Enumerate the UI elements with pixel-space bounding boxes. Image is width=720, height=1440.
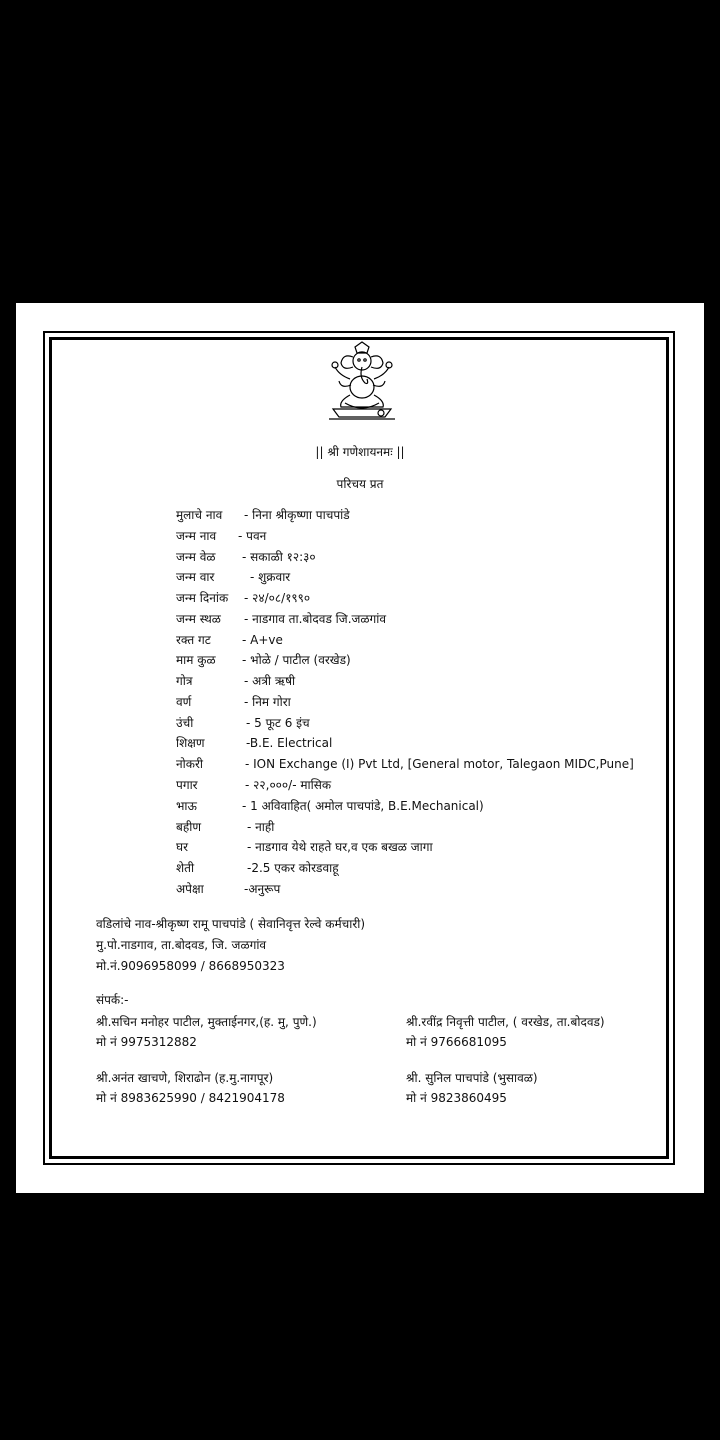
detail-label: घर	[176, 840, 189, 854]
detail-value: - अत्री ऋषी	[244, 674, 296, 688]
detail-value: -2.5 एकर कोरडवाहू	[247, 861, 339, 875]
detail-label: पगार	[176, 778, 198, 792]
detail-value: - नाडगाव येथे राहते घर,व एक बखळ जागा	[247, 840, 433, 854]
detail-label: जन्म स्थळ	[176, 612, 221, 626]
detail-value: - २४/०८/१९९०	[244, 591, 311, 605]
father-address: मु.पो.नाडगाव, ता.बोदवड, जि. जळगांव	[96, 938, 267, 952]
contact-name: श्री. सुनिल पाचपांडे (भुसावळ)	[406, 1071, 538, 1085]
contact-phone: मो नं 9823860495	[406, 1091, 507, 1105]
detail-value: - २२,०००/- मासिक	[245, 778, 332, 792]
detail-value: - नाही	[247, 820, 275, 834]
detail-label: अपेक्षा	[176, 882, 204, 896]
detail-value: - 5 फूट 6 इंच	[246, 716, 310, 730]
detail-value: - पवन	[238, 529, 267, 543]
detail-label: नोकरी	[176, 757, 204, 771]
contact-heading: संपर्क:-	[96, 993, 129, 1007]
detail-label: मुलाचे नाव	[176, 508, 223, 522]
detail-label: जन्म नाव	[176, 529, 217, 543]
detail-value: - नाडगाव ता.बोदवड जि.जळगांव	[244, 612, 387, 626]
detail-value: - ION Exchange (I) Pvt Ltd, [General motor, Talegaon MIDC,Pune]	[245, 757, 634, 771]
detail-label: जन्म वेळ	[176, 550, 216, 564]
detail-value: -अनुरूप	[244, 882, 281, 896]
contact-name: श्री.रवींद्र निवृत्ती पाटील, ( वरखेड, ता.बोदवड)	[406, 1015, 605, 1029]
detail-value: - भोळे / पाटील (वरखेड)	[242, 653, 351, 667]
detail-value: - निम गोरा	[244, 695, 291, 709]
detail-label: शिक्षण	[176, 736, 205, 750]
detail-label: माम कुळ	[176, 653, 216, 667]
contact-name: श्री.सचिन मनोहर पाटील, मुक्ताईनगर,(ह. मु, पुणे.)	[96, 1015, 317, 1029]
detail-label: उंची	[176, 716, 194, 730]
contact-phone: मो नं 9766681095	[406, 1035, 507, 1049]
detail-value: - शुक्रवार	[250, 570, 291, 584]
detail-value: -B.E. Electrical	[246, 736, 333, 750]
page-title: परिचय प्रत	[336, 477, 384, 491]
detail-label: गोत्र	[176, 674, 193, 688]
detail-label: जन्म वार	[176, 570, 215, 584]
detail-value: - निना श्रीकृष्णा पाचपांडे	[244, 508, 350, 522]
detail-label: शेती	[176, 861, 195, 875]
father-name: वडिलांचे नाव-श्रीकृष्ण रामू पाचपांडे ( सेवानिवृत्त रेल्वे कर्मचारी)	[96, 917, 366, 931]
invocation-line: || श्री गणेशायनमः ||	[315, 445, 405, 459]
contact-name: श्री.अनंत खाचणे, शिराढोन (ह.मु.नागपूर)	[96, 1071, 274, 1085]
document-sheet	[16, 303, 704, 1193]
father-phone: मो.नं.9096958099 / 8668950323	[96, 959, 285, 973]
contact-phone: मो नं 8983625990 / 8421904178	[96, 1091, 285, 1105]
contact-phone: मो नं 9975312882	[96, 1035, 197, 1049]
detail-value: - 1 अविवाहित( अमोल पाचपांडे, B.E.Mechanical)	[242, 799, 484, 813]
ganesha-icon	[325, 341, 399, 421]
detail-label: जन्म दिनांक	[176, 591, 229, 605]
detail-value: - सकाळी १२:३०	[242, 550, 316, 564]
detail-label: भाऊ	[176, 799, 197, 813]
detail-value: - A+ve	[242, 633, 283, 647]
detail-label: रक्त गट	[176, 633, 211, 647]
detail-label: वर्ण	[176, 695, 192, 709]
detail-label: बहीण	[176, 820, 202, 834]
